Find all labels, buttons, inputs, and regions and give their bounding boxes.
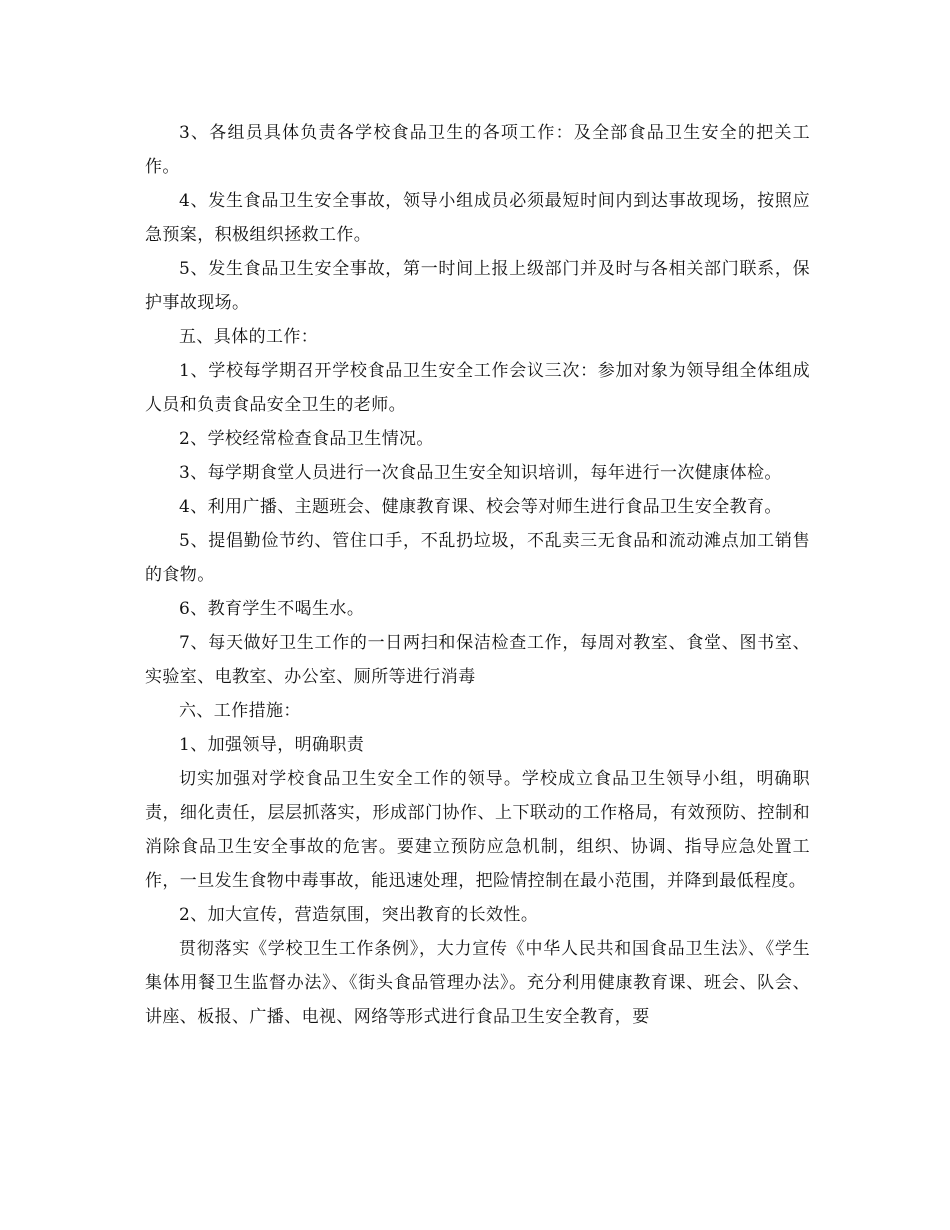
paragraph: 4、利用广播、主题班会、健康教育课、校会等对师生进行食品卫生安全教育。 <box>179 497 782 517</box>
paragraph: 6、教育学生不喝生水。 <box>179 599 365 619</box>
section-heading: 六、工作措施： <box>179 701 301 721</box>
subheading: 2、加大宣传，营造氛围，突出教育的长效性。 <box>179 905 539 925</box>
paragraph: 4、发生食品卫生安全事故，领导小组成员必须最短时间内到达事故现场，按照应急预案，积极组织拯救工作。 <box>145 191 810 245</box>
subheading: 1、加强领导，明确职责 <box>179 735 365 755</box>
document-body <box>145 116 810 1034</box>
paragraph: 1、学校每学期召开学校食品卫生安全工作会议三次：参加对象为领导组全体组成人员和负责食品安全卫生的老师。 <box>145 361 810 415</box>
section-heading: 五、具体的工作： <box>179 327 319 347</box>
paragraph: 切实加强对学校食品卫生安全工作的领导。学校成立食品卫生领导小组，明确职责，细化责任，层层抓落实，形成部门协作、上下联动的工作格局，有效预防、控制和消除食品卫生安全事故的危害。要建立预防应急机制，组织、协调、指导应急处置工作，一旦发生食物中毒事故，能迅速处理，把险情控制在最小范围，并降到最低程度。 <box>145 769 810 891</box>
paragraph: 2、学校经常检查食品卫生情况。 <box>179 429 434 449</box>
paragraph: 5、发生食品卫生安全事故，第一时间上报上级部门并及时与各相关部门联系，保护事故现场。 <box>145 259 810 313</box>
paragraph: 5、提倡勤俭节约、管住口手，不乱扔垃圾，不乱卖三无食品和流动滩点加工销售的食物。 <box>145 531 810 585</box>
paragraph: 3、各组员具体负责各学校食品卫生的各项工作：及全部食品卫生安全的把关工作。 <box>145 123 810 177</box>
paragraph: 贯彻落实《学校卫生工作条例》，大力宣传《中华人民共和国食品卫生法》、《学生集体用餐卫生监督办法》、《街头食品管理办法》。充分利用健康教育课、班会、队会、讲座、板报、广播、电视、网络等形式进行食品卫生安全教育，要 <box>145 939 810 1027</box>
paragraph: 3、每学期食堂人员进行一次食品卫生安全知识培训，每年进行一次健康体检。 <box>179 463 782 483</box>
paragraph: 7、每天做好卫生工作的一日两扫和保洁检查工作，每周对教室、食堂、图书室、实验室、电教室、办公室、厕所等进行消毒 <box>145 633 810 687</box>
